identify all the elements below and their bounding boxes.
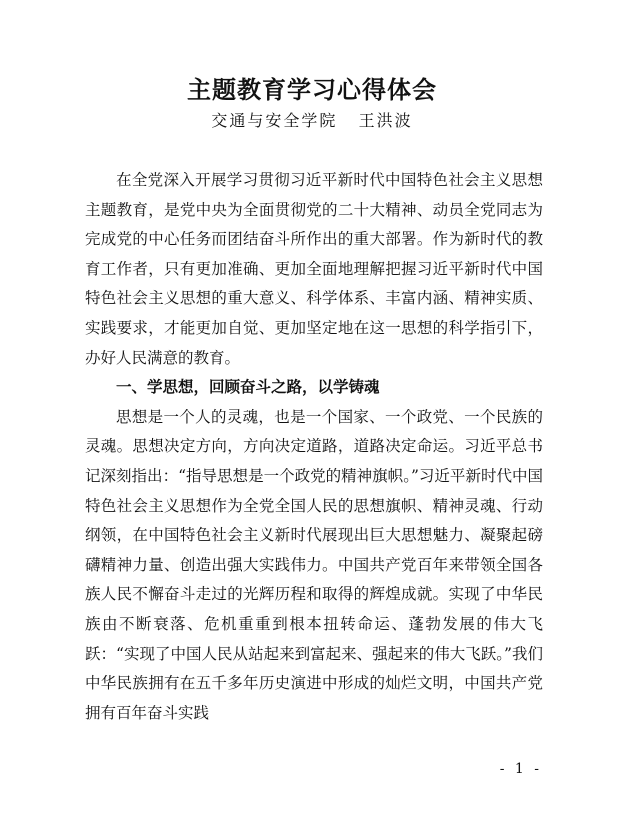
intro-paragraph: 在全党深入开展学习贯彻习近平新时代中国特色社会主义思想主题教育，是党中央为全面贯彻党的二十大精神、动员全党同志为完成党的中心任务而团结奋斗所作出的重大部署。作为新时代的教育工作者，只有更加准确、更加全面地理解把握习近平新时代中国特色社会主义思想的重大意义、科学体系、丰富内涵、精神实质、实践要求，才能更加自觉、更加坚定地在这一思想的科学指引下，办好人民满意的教育。 <box>85 171 543 367</box>
document-title: 主题教育学习心得体会 <box>187 76 437 104</box>
document-body <box>85 166 543 728</box>
section-heading: 一、学思想，回顾奋斗之路，以学铸魂 <box>116 378 380 397</box>
page-number: - 1 - <box>499 761 542 777</box>
author-line: 交通与安全学院 王洪波 <box>211 111 413 130</box>
section-paragraph: 思想是一个人的灵魂，也是一个国家、一个政党、一个民族的灵魂。思想决定方向，方向决定道路，道路决定命运。习近平总书记深刻指出：“指导思想是一个政党的精神旗帜。”习近平新时代中国特色社会主义思想作为全党全国人民的思想旗帜、精神灵魂、行动纲领，在中国特色社会主义新时代展现出巨大思想魅力、凝聚起磅礴精神力量、创造出强大实践伟力。中国共产党百年来带领全国各族人民不懈奋斗走过的光辉历程和取得的辉煌成就。实现了中华民族由不断衰落、危机重重到根本扭转命运、蓬勃发展的伟大飞跃：“实现了中国人民从站起来到富起来、强起来的伟大飞跃。”我们中华民族拥有在五千多年历史演进中形成的灿烂文明，中国共产党拥有百年奋斗实践 <box>85 407 543 722</box>
